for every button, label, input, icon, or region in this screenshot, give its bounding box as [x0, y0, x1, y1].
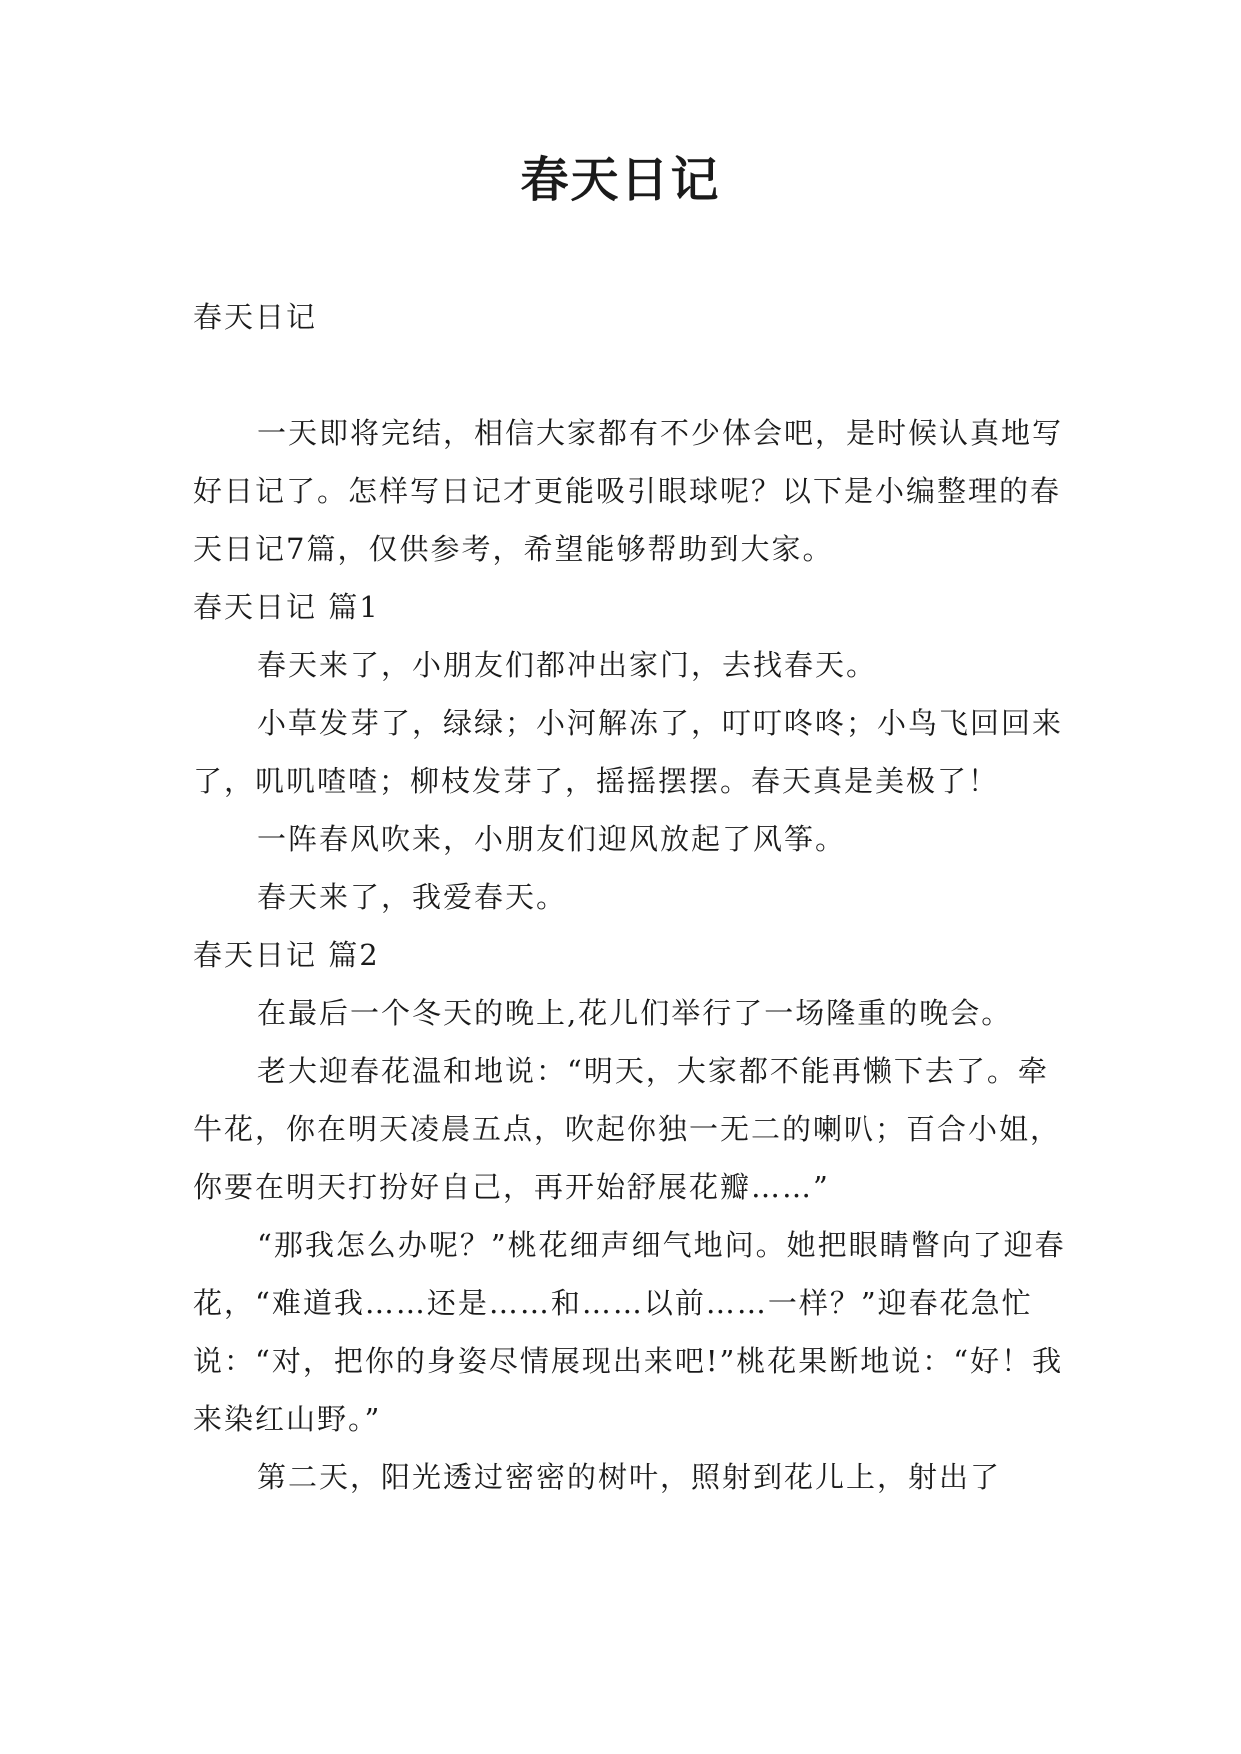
document-title: 春天日记: [520, 152, 721, 208]
paragraph: 小草发芽了，绿绿；小河解冻了，叮叮咚咚；小鸟飞回回来了，叽叽喳喳；柳枝发芽了，摇摇摆摆。春天真是美极了！: [193, 706, 1064, 798]
paragraph: 春天来了，小朋友们都冲出家门，去找春天。: [257, 648, 878, 682]
paragraph: 春天来了，我爱春天。: [257, 880, 568, 914]
section-heading-1: 春天日记 篇1: [193, 590, 380, 624]
intro-paragraph: 一天即将完结，相信大家都有不少体会吧，是时候认真地写好日记了。怎样写日记才更能吸引眼球呢？以下是小编整理的春天日记7篇，仅供参考，希望能够帮助到大家。: [193, 416, 1064, 566]
section-heading-2: 春天日记 篇2: [193, 938, 380, 972]
document-subtitle: 春天日记: [193, 300, 318, 334]
paragraph: 老大迎春花温和地说：“明天，大家都不能再懒下去了。牵牛花，你在明天凌晨五点，吹起你独一无二的喇叭；百合小姐，你要在明天打扮好自己，再开始舒展花瓣……”: [193, 1054, 1062, 1204]
paragraph: 第二天，阳光透过密密的树叶，照射到花儿上，射出了: [257, 1460, 1002, 1494]
document-body: [193, 288, 1073, 1506]
paragraph: 一阵春风吹来，小朋友们迎风放起了风筝。: [257, 822, 847, 856]
paragraph: 在最后一个冬天的晚上,花儿们举行了一场隆重的晚会。: [257, 996, 1013, 1030]
paragraph: “那我怎么办呢？”桃花细声细气地问。她把眼睛瞥向了迎春花，“难道我……还是……和……以前……一样？”迎春花急忙说：“对，把你的身姿尽情展现出来吧!”桃花果断地说：“好！我来染红山野。”: [193, 1228, 1066, 1436]
